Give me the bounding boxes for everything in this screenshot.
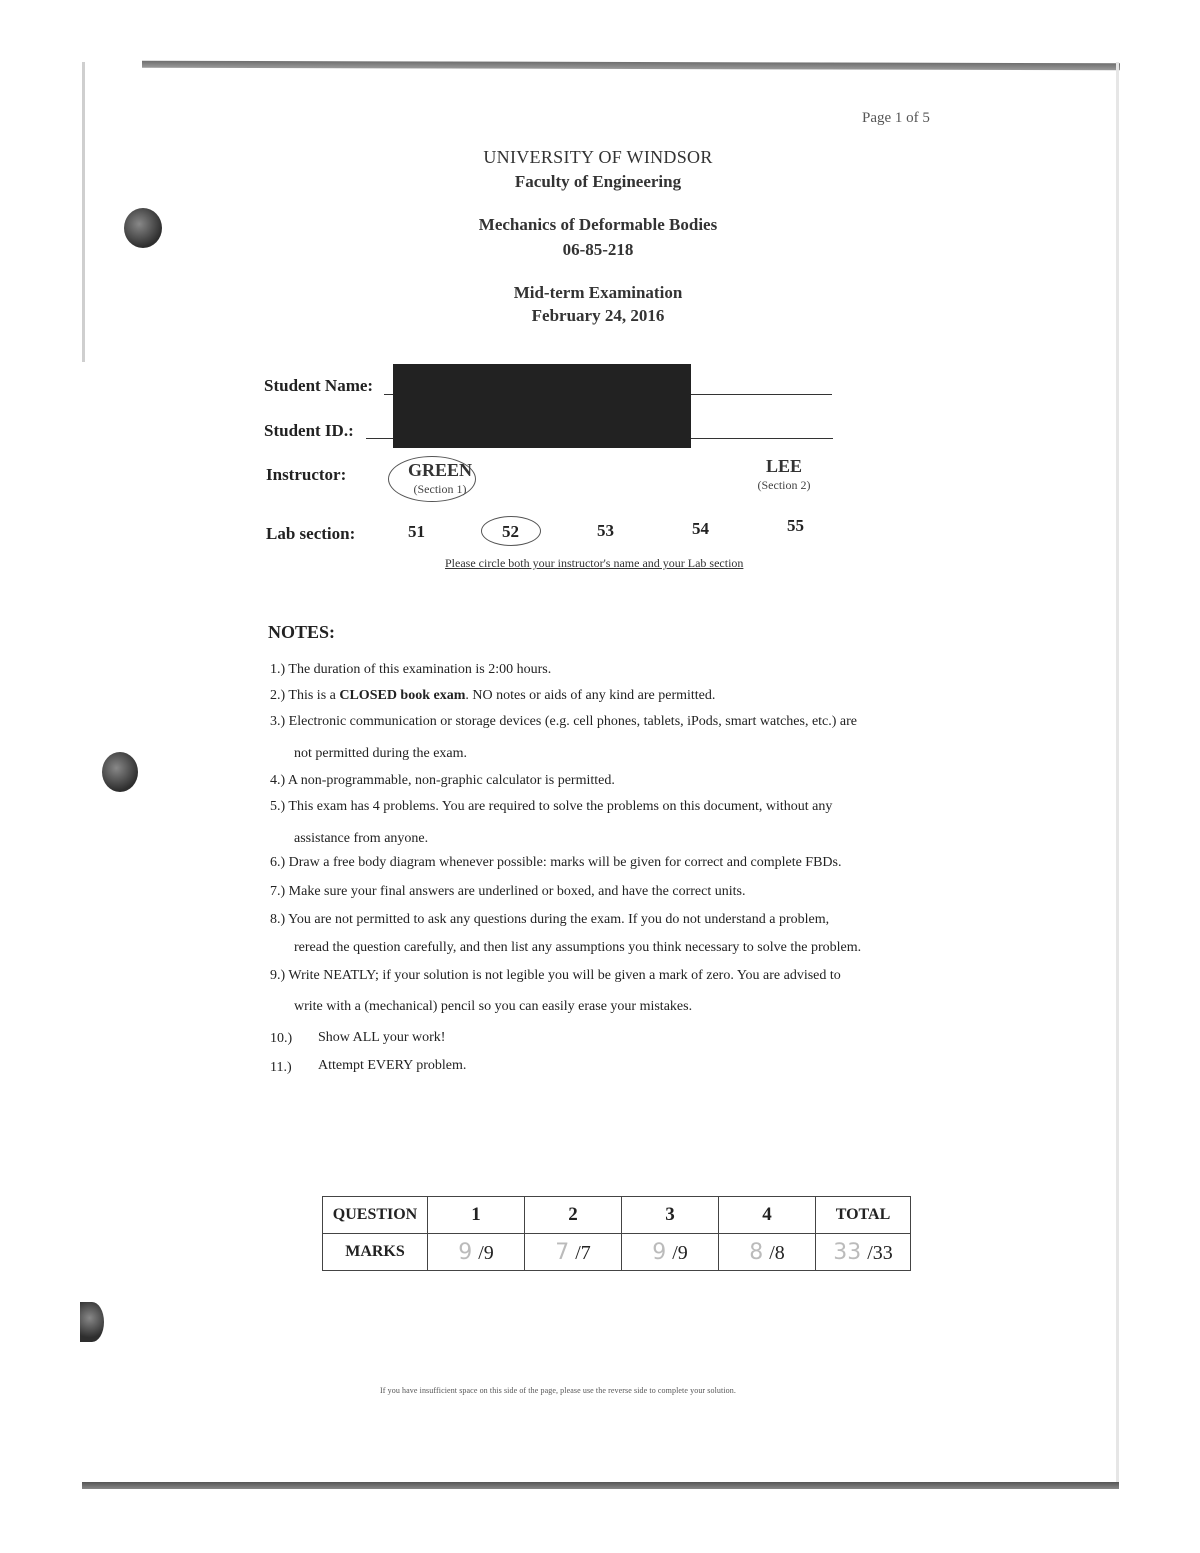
note-5-cont: assistance from anyone. — [294, 831, 429, 846]
punch-hole — [80, 1302, 104, 1342]
lab-section-label: Lab section: — [266, 524, 356, 543]
question-3-header: 3 — [622, 1197, 719, 1234]
paper-bottom-edge — [82, 1482, 1119, 1489]
lab-54: 54 — [692, 519, 709, 538]
note-3: 3.) Electronic communication or storage devices (e.g. cell phones, tablets, iPods, smart watches, etc.) are — [270, 714, 858, 729]
mark-q1: 9 /9 — [428, 1234, 525, 1271]
score-total: 33 — [833, 1239, 862, 1265]
instructor-lee: LEE — [765, 456, 803, 476]
table-row — [323, 1234, 911, 1271]
paper-right-edge — [1116, 62, 1119, 1487]
faculty-name: Faculty of Engineering — [514, 172, 682, 191]
instructor-lee-section: (Section 2) — [757, 478, 811, 492]
lab-55: 55 — [787, 516, 804, 535]
mark-q3: 9 /9 — [622, 1234, 719, 1271]
total-header: TOTAL — [816, 1197, 911, 1234]
punch-hole — [124, 208, 162, 248]
lab-52: 52 — [502, 522, 519, 541]
note-11-number: 11.) — [270, 1060, 292, 1075]
score-q2: 7 — [555, 1239, 570, 1265]
instructor-green: GREEN — [407, 460, 472, 480]
note-9-cont: write with a (mechanical) pencil so you can easily erase your mistakes. — [294, 999, 693, 1014]
exam-date: February 24, 2016 — [531, 306, 665, 325]
instructor-label: Instructor: — [266, 465, 347, 484]
note-5: 5.) This exam has 4 problems. You are required to solve the problems on this document, without any — [270, 799, 833, 814]
note-8-cont: reread the question carefully, and then list any assumptions you think necessary to solve the problem. — [294, 940, 862, 955]
question-1-header: 1 — [428, 1197, 525, 1234]
student-name-label: Student Name: — [264, 376, 374, 395]
notes-title: NOTES: — [268, 622, 336, 642]
university-name: UNIVERSITY OF WINDSOR — [483, 147, 713, 167]
marks-table — [322, 1196, 911, 1271]
exam-title: Mid-term Examination — [513, 283, 683, 302]
mark-q2: 7 /7 — [525, 1234, 622, 1271]
punch-hole — [102, 752, 138, 792]
paper-left-edge — [82, 62, 85, 362]
note-4: 4.) A non-programmable, non-graphic calculator is permitted. — [270, 773, 615, 788]
mark-q4: 8 /8 — [719, 1234, 816, 1271]
paper-top-edge — [142, 61, 1120, 71]
course-title: Mechanics of Deformable Bodies — [478, 215, 718, 234]
note-6: 6.) Draw a free body diagram whenever possible: marks will be given for correct and complete FBDs. — [270, 855, 842, 870]
note-9: 9.) Write NEATLY; if your solution is not legible you will be given a mark of zero. You are advised to — [270, 968, 841, 983]
lab-53: 53 — [597, 521, 614, 540]
note-8: 8.) You are not permitted to ask any questions during the exam. If you do not understand a problem, — [270, 912, 830, 927]
note-10-number: 10.) — [270, 1031, 293, 1046]
redaction-box — [393, 364, 691, 448]
note-11: Attempt EVERY problem. — [318, 1058, 467, 1073]
score-q1: 9 — [458, 1239, 473, 1265]
score-q3: 9 — [652, 1239, 667, 1265]
mark-total: 33 /33 — [816, 1234, 911, 1271]
question-4-header: 4 — [719, 1197, 816, 1234]
page-number: Page 1 of 5 — [862, 110, 930, 126]
note-7: 7.) Make sure your final answers are underlined or boxed, and have the correct units. — [270, 884, 746, 899]
circle-instruction: Please circle both your instructor's name and your Lab section — [445, 556, 744, 570]
question-2-header: 2 — [525, 1197, 622, 1234]
note-10: Show ALL your work! — [318, 1030, 446, 1045]
course-code: 06-85-218 — [562, 240, 634, 259]
lab-51: 51 — [408, 522, 425, 541]
instructor-green-section: (Section 1) — [413, 482, 467, 496]
student-id-label: Student ID.: — [264, 421, 354, 440]
marks-label: MARKS — [323, 1234, 428, 1271]
question-header: QUESTION — [323, 1197, 428, 1234]
footer-note: If you have insufficient space on this side of the page, please use the reverse side to complete your solution. — [380, 1386, 736, 1395]
note-2: 2.) This is a CLOSED book exam. NO notes or aids of any kind are permitted. — [270, 688, 716, 703]
note-1: 1.) The duration of this examination is 2:00 hours. — [270, 662, 552, 677]
table-row — [323, 1197, 911, 1234]
score-q4: 8 — [749, 1239, 764, 1265]
note-3-cont: not permitted during the exam. — [294, 746, 468, 761]
